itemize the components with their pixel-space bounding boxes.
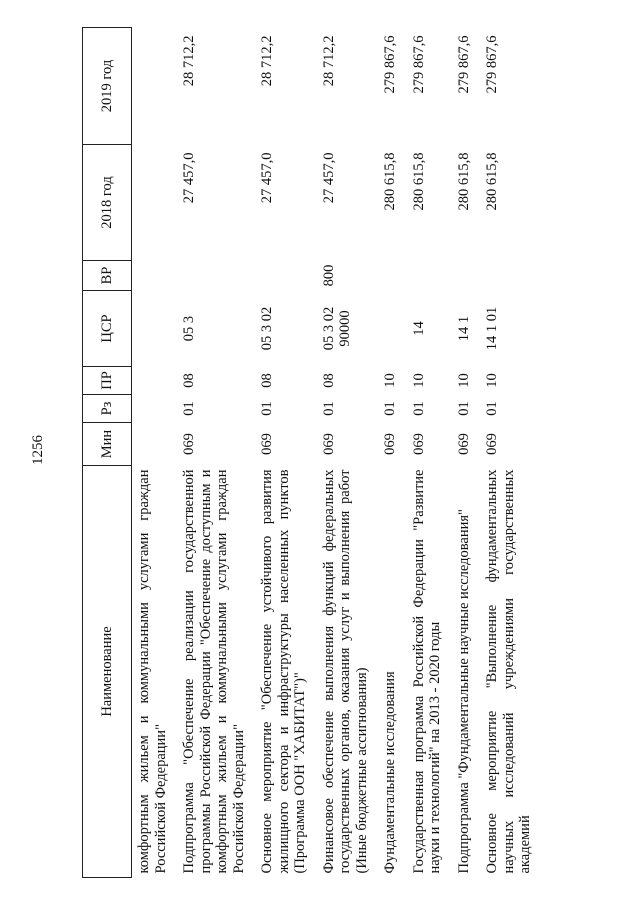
cell-pr: 10	[382, 373, 398, 388]
cell-min: 069	[259, 433, 275, 455]
cell-csr: 05 3	[181, 315, 197, 342]
cell-2019: 28 712,2	[259, 35, 275, 87]
cell-vr	[452, 261, 481, 291]
cell-name: Основное мероприятие "Обеспечение устойчивого развития жилищного сектора и инфраструктуры населенных пунктов (Программа ООН "ХАБИТАТ")"	[259, 469, 308, 874]
cell-name: Финансовое обеспечение выполнения функций федеральных государственных органов, оказания услуг и выполнения работ (Иные бюджетные ассигнования)	[320, 469, 370, 874]
cell-vr	[407, 261, 452, 291]
cell-2018: 27 457,0	[259, 152, 275, 204]
cell-min	[132, 423, 178, 466]
cell-2019: 279 867,6	[484, 35, 500, 94]
header-2019: 2019 год	[83, 28, 132, 145]
budget-table	[82, 27, 542, 878]
header-pr: ПР	[83, 367, 132, 395]
cell-2018: 27 457,0	[320, 152, 337, 204]
header-name: Наименование	[83, 466, 132, 878]
cell-min: 069	[320, 433, 337, 455]
cell-pr: 10	[455, 373, 472, 388]
cell-rz	[132, 395, 178, 423]
cell-min: 069	[455, 433, 472, 455]
cell-2019: 279 867,6	[382, 35, 398, 94]
cell-pr: 08	[259, 373, 275, 388]
cell-name: Основное мероприятие "Выполнение фундаментальных научных исследований учреждениями государственных академий	[484, 469, 533, 874]
cell-vr: 800	[320, 264, 337, 287]
cell-min: 069	[484, 433, 500, 455]
cell-vr	[177, 261, 255, 291]
cell-pr: 08	[320, 373, 337, 388]
cell-csr: 14 1 01	[484, 306, 500, 351]
cell-min: 069	[410, 433, 427, 455]
cell-name: комфортным жильем и коммунальными услугами граждан Российской Федерации"	[136, 469, 169, 874]
table-row	[407, 28, 452, 878]
header-2018: 2018 год	[83, 145, 132, 261]
cell-2018: 280 615,8	[455, 152, 472, 211]
cell-rz: 01	[410, 401, 427, 416]
cell-name: Фундаментальные исследования	[382, 671, 398, 874]
cell-2019: 279 867,6	[410, 35, 427, 94]
header-csr: ЦСР	[83, 291, 132, 367]
cell-rz: 01	[259, 401, 275, 416]
header-vr: ВР	[83, 261, 132, 291]
cell-rz: 01	[320, 401, 337, 416]
table-row	[177, 28, 255, 878]
cell-vr	[255, 261, 317, 291]
cell-pr: 08	[181, 373, 197, 388]
cell-vr	[480, 261, 542, 291]
table-row	[452, 28, 481, 878]
cell-pr: 10	[484, 373, 500, 388]
cell-2018: 280 615,8	[484, 152, 500, 211]
cell-rz: 01	[455, 401, 472, 416]
table-row	[378, 28, 407, 878]
rotated-page	[82, 28, 582, 878]
cell-csr	[378, 291, 407, 367]
cell-2018: 280 615,8	[410, 152, 427, 211]
cell-rz: 01	[484, 401, 500, 416]
cell-name: Подпрограмма "Обеспечение реализации государственной программы Российской Федерации "Обеспечение доступным и комфортным жильем и коммунальными услугами граждан Российской Федерации"	[181, 469, 247, 874]
page-number: 1256	[30, 435, 46, 465]
cell-2019: 279 867,6	[455, 35, 472, 94]
table-header-row	[83, 28, 132, 878]
cell-2018: 280 615,8	[382, 152, 398, 211]
cell-csr	[132, 291, 178, 367]
cell-name: Подпрограмма "Фундаментальные научные исследования"	[455, 509, 472, 874]
cell-min: 069	[382, 433, 398, 455]
cell-csr: 05 3 02	[259, 306, 275, 351]
cell-2018	[132, 145, 178, 261]
cell-2019	[132, 28, 178, 145]
header-rz: Рз	[83, 395, 132, 423]
table-row	[255, 28, 317, 878]
cell-pr: 10	[410, 373, 427, 388]
table-row	[317, 28, 379, 878]
cell-rz: 01	[181, 401, 197, 416]
cell-2018: 27 457,0	[181, 152, 197, 204]
cell-csr: 14 1	[455, 315, 472, 342]
cell-min: 069	[181, 433, 197, 455]
cell-vr	[378, 261, 407, 291]
cell-2019: 28 712,2	[320, 35, 337, 87]
table-row	[480, 28, 542, 878]
header-min: Мин	[83, 423, 132, 466]
cell-2019: 28 712,2	[181, 35, 197, 87]
cell-name: Государственная программа Российской Федерации "Развитие науки и технологий" на 2013 - 2020 годы	[410, 469, 443, 874]
cell-pr	[132, 367, 178, 395]
cell-csr: 05 3 02 90000	[320, 306, 353, 351]
cell-csr: 14	[410, 321, 427, 336]
cell-rz: 01	[382, 401, 398, 416]
cell-vr	[132, 261, 178, 291]
table-row	[132, 28, 178, 878]
